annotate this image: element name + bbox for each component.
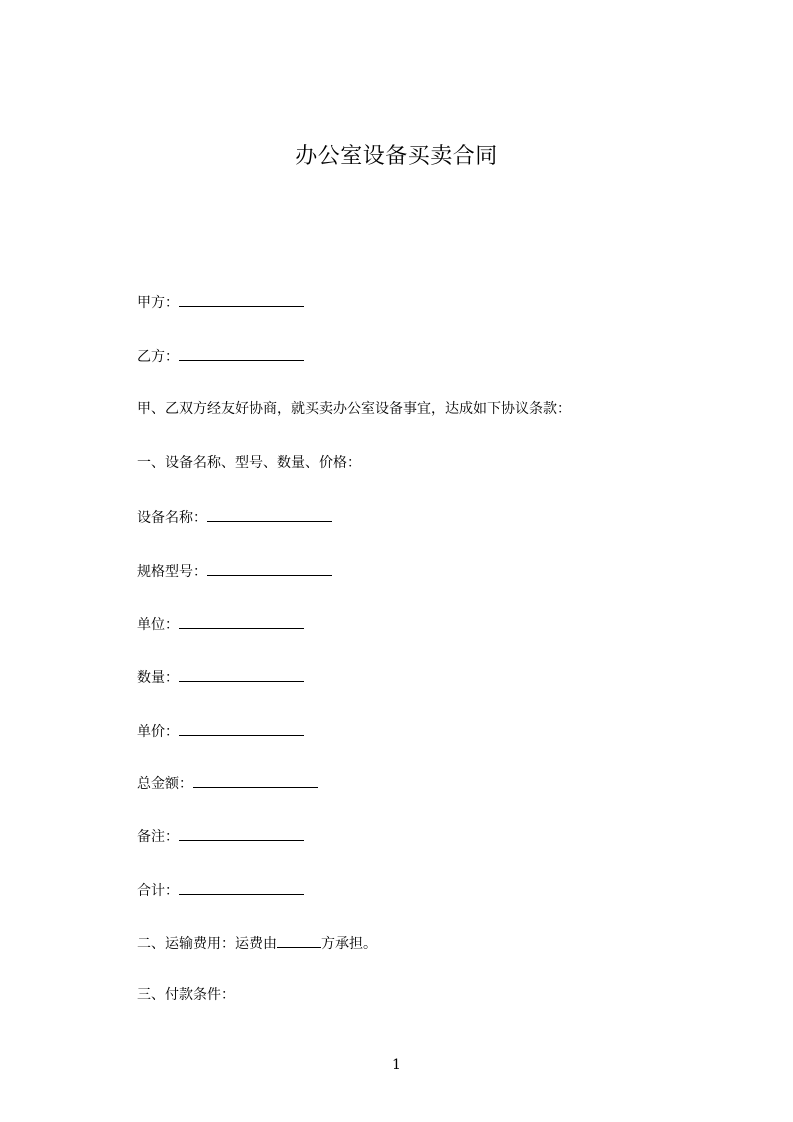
unit-price-label: 单价： (137, 724, 179, 740)
document-title: 办公室设备买卖合同 (295, 144, 498, 169)
party-b-label: 乙方： (137, 349, 179, 365)
unit-price-blank (179, 720, 304, 736)
section-2-suffix: 方承担。 (321, 936, 377, 952)
section-3-heading: 三、付款条件： (137, 987, 235, 1003)
remarks-label: 备注： (137, 829, 179, 845)
subtotal-label: 合计： (137, 883, 179, 899)
preamble-paragraph: 甲、乙双方经友好协商，就买卖办公室设备事宜，达成如下协议条款： (137, 401, 571, 417)
party-b-blank (179, 345, 304, 361)
subtotal-blank (179, 879, 304, 895)
unit-line (137, 613, 304, 635)
remarks-line (137, 825, 304, 847)
equipment-name-line (137, 506, 332, 528)
equipment-name-blank (207, 506, 332, 522)
party-a-line (137, 291, 304, 313)
party-b-line (137, 345, 304, 367)
model-spec-blank (207, 560, 332, 576)
remarks-blank (179, 825, 304, 841)
total-amount-blank (193, 772, 318, 788)
section-2-prefix: 二、运输费用：运费由 (137, 936, 277, 952)
equipment-name-label: 设备名称： (137, 510, 207, 526)
unit-label: 单位： (137, 617, 179, 633)
unit-price-line (137, 720, 304, 742)
subtotal-line (137, 879, 304, 901)
page-number: 1 (392, 1057, 401, 1073)
quantity-line (137, 666, 304, 688)
model-spec-line (137, 560, 332, 582)
quantity-label: 数量： (137, 670, 179, 686)
total-amount-label: 总金额： (137, 776, 193, 792)
total-amount-line (137, 772, 318, 794)
quantity-blank (179, 666, 304, 682)
party-a-blank (179, 291, 304, 307)
model-spec-label: 规格型号： (137, 564, 207, 580)
section-2-line (137, 932, 377, 954)
party-a-label: 甲方： (137, 295, 179, 311)
unit-blank (179, 613, 304, 629)
shipping-party-blank (277, 932, 321, 948)
section-1-heading: 一、设备名称、型号、数量、价格： (137, 455, 361, 471)
